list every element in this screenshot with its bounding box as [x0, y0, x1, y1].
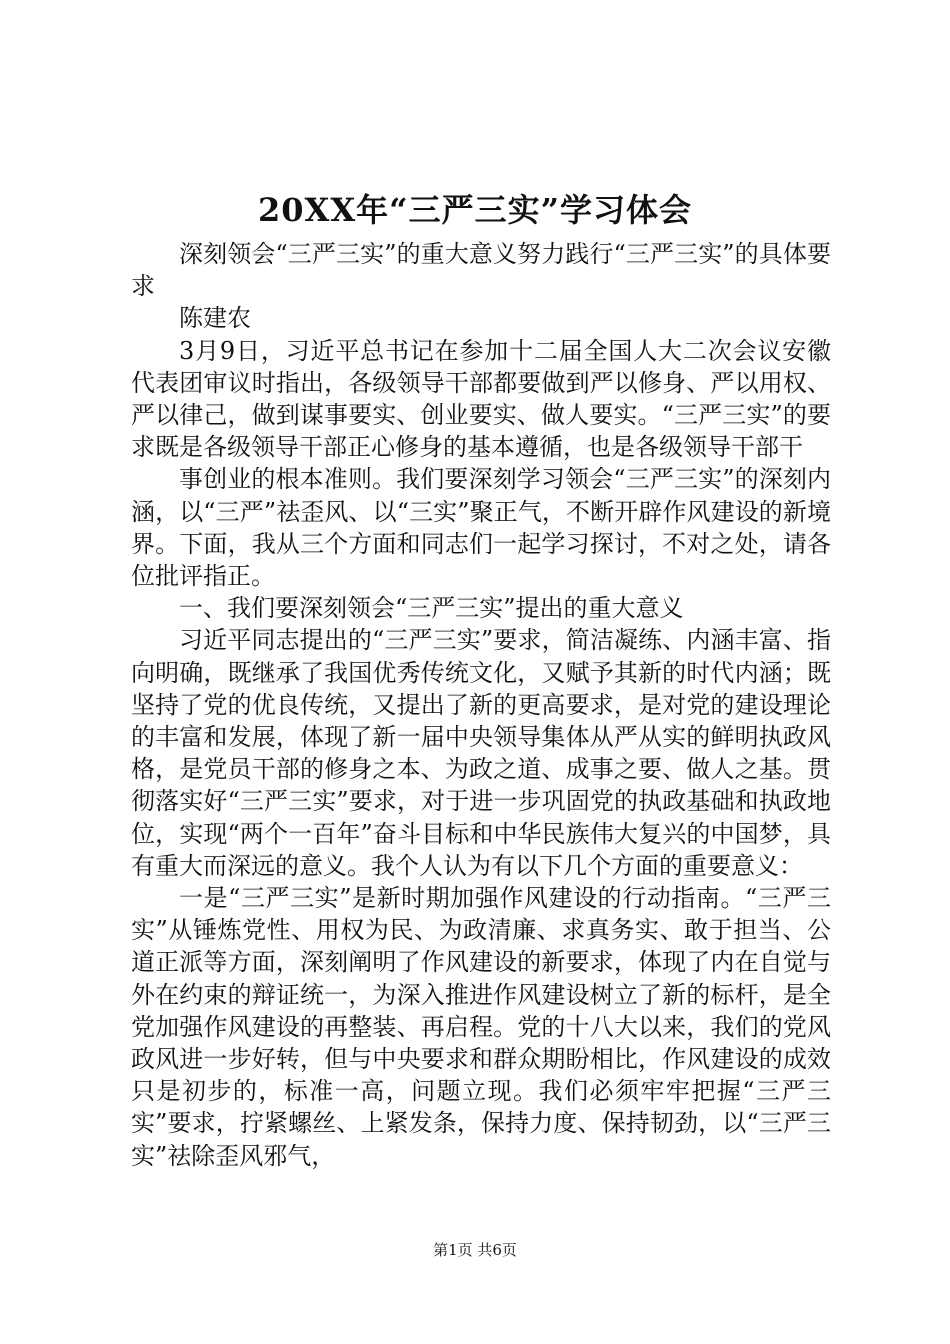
subtitle-paragraph: 深刻领会“三严三实”的重大意义努力践行“三严三实”的具体要求: [131, 240, 831, 301]
document-title: 20XX年“三严三实”学习体会: [257, 191, 692, 229]
section-heading: 一、我们要深刻领会“三严三实”提出的重大意义: [179, 594, 684, 623]
author-paragraph: 陈建农: [179, 304, 251, 333]
body-paragraph: 事创业的根本准则。我们要深刻学习领会“三严三实”的深刻内涵，以“三严”祛歪风、以“三实”聚正气，不断开辟作风建设的新境界。下面，我从三个方面和同志们一起学习探讨，不对之处，请各位批评指正。: [131, 465, 831, 591]
page-number-footer: 第1页 共6页: [433, 1241, 517, 1259]
body-paragraph: 习近平同志提出的“三严三实”要求，简洁凝练、内涵丰富、指向明确，既继承了我国优秀传统文化，又赋予其新的时代内涵；既坚持了党的优良传统，又提出了新的更高要求，是对党的建设理论的丰富和发展，体现了新一届中央领导集体从严从实的鲜明执政风格，是党员干部的修身之本、为政之道、成事之要、做人之基。贯彻落实好“三严三实”要求，对于进一步巩固党的执政基础和执政地位，实现“两个一百年”奋斗目标和中华民族伟大复兴的中国梦，具有重大而深远的意义。我个人认为有以下几个方面的重要意义：: [131, 626, 831, 880]
body-paragraph: 一是“三严三实”是新时期加强作风建设的行动指南。“三严三实”从锤炼党性、用权为民、为政清廉、求真务实、敢于担当、公道正派等方面，深刻阐明了作风建设的新要求，体现了内在自觉与外在约束的辩证统一，为深入推进作风建设树立了新的标杆，是全党加强作风建设的再整装、再启程。党的十八大以来，我们的党风政风进一步好转，但与中央要求和群众期盼相比，作风建设的成效只是初步的，标准一高，问题立现。我们必须牢牢把握“三严三实”要求，拧紧螺丝、上紧发条，保持力度、保持韧劲，以“三严三实”祛除歪风邪气，: [131, 884, 831, 1170]
document-body: [131, 238, 831, 1172]
body-paragraph: 3月9日，习近平总书记在参加十二届全国人大二次会议安徽代表团审议时指出，各级领导干部都要做到严以修身、严以用权、严以律己，做到谋事要实、创业要实、做人要实。“三严三实”的要求既是各级领导干部正心修身的基本遵循，也是各级领导干部干: [131, 336, 831, 462]
